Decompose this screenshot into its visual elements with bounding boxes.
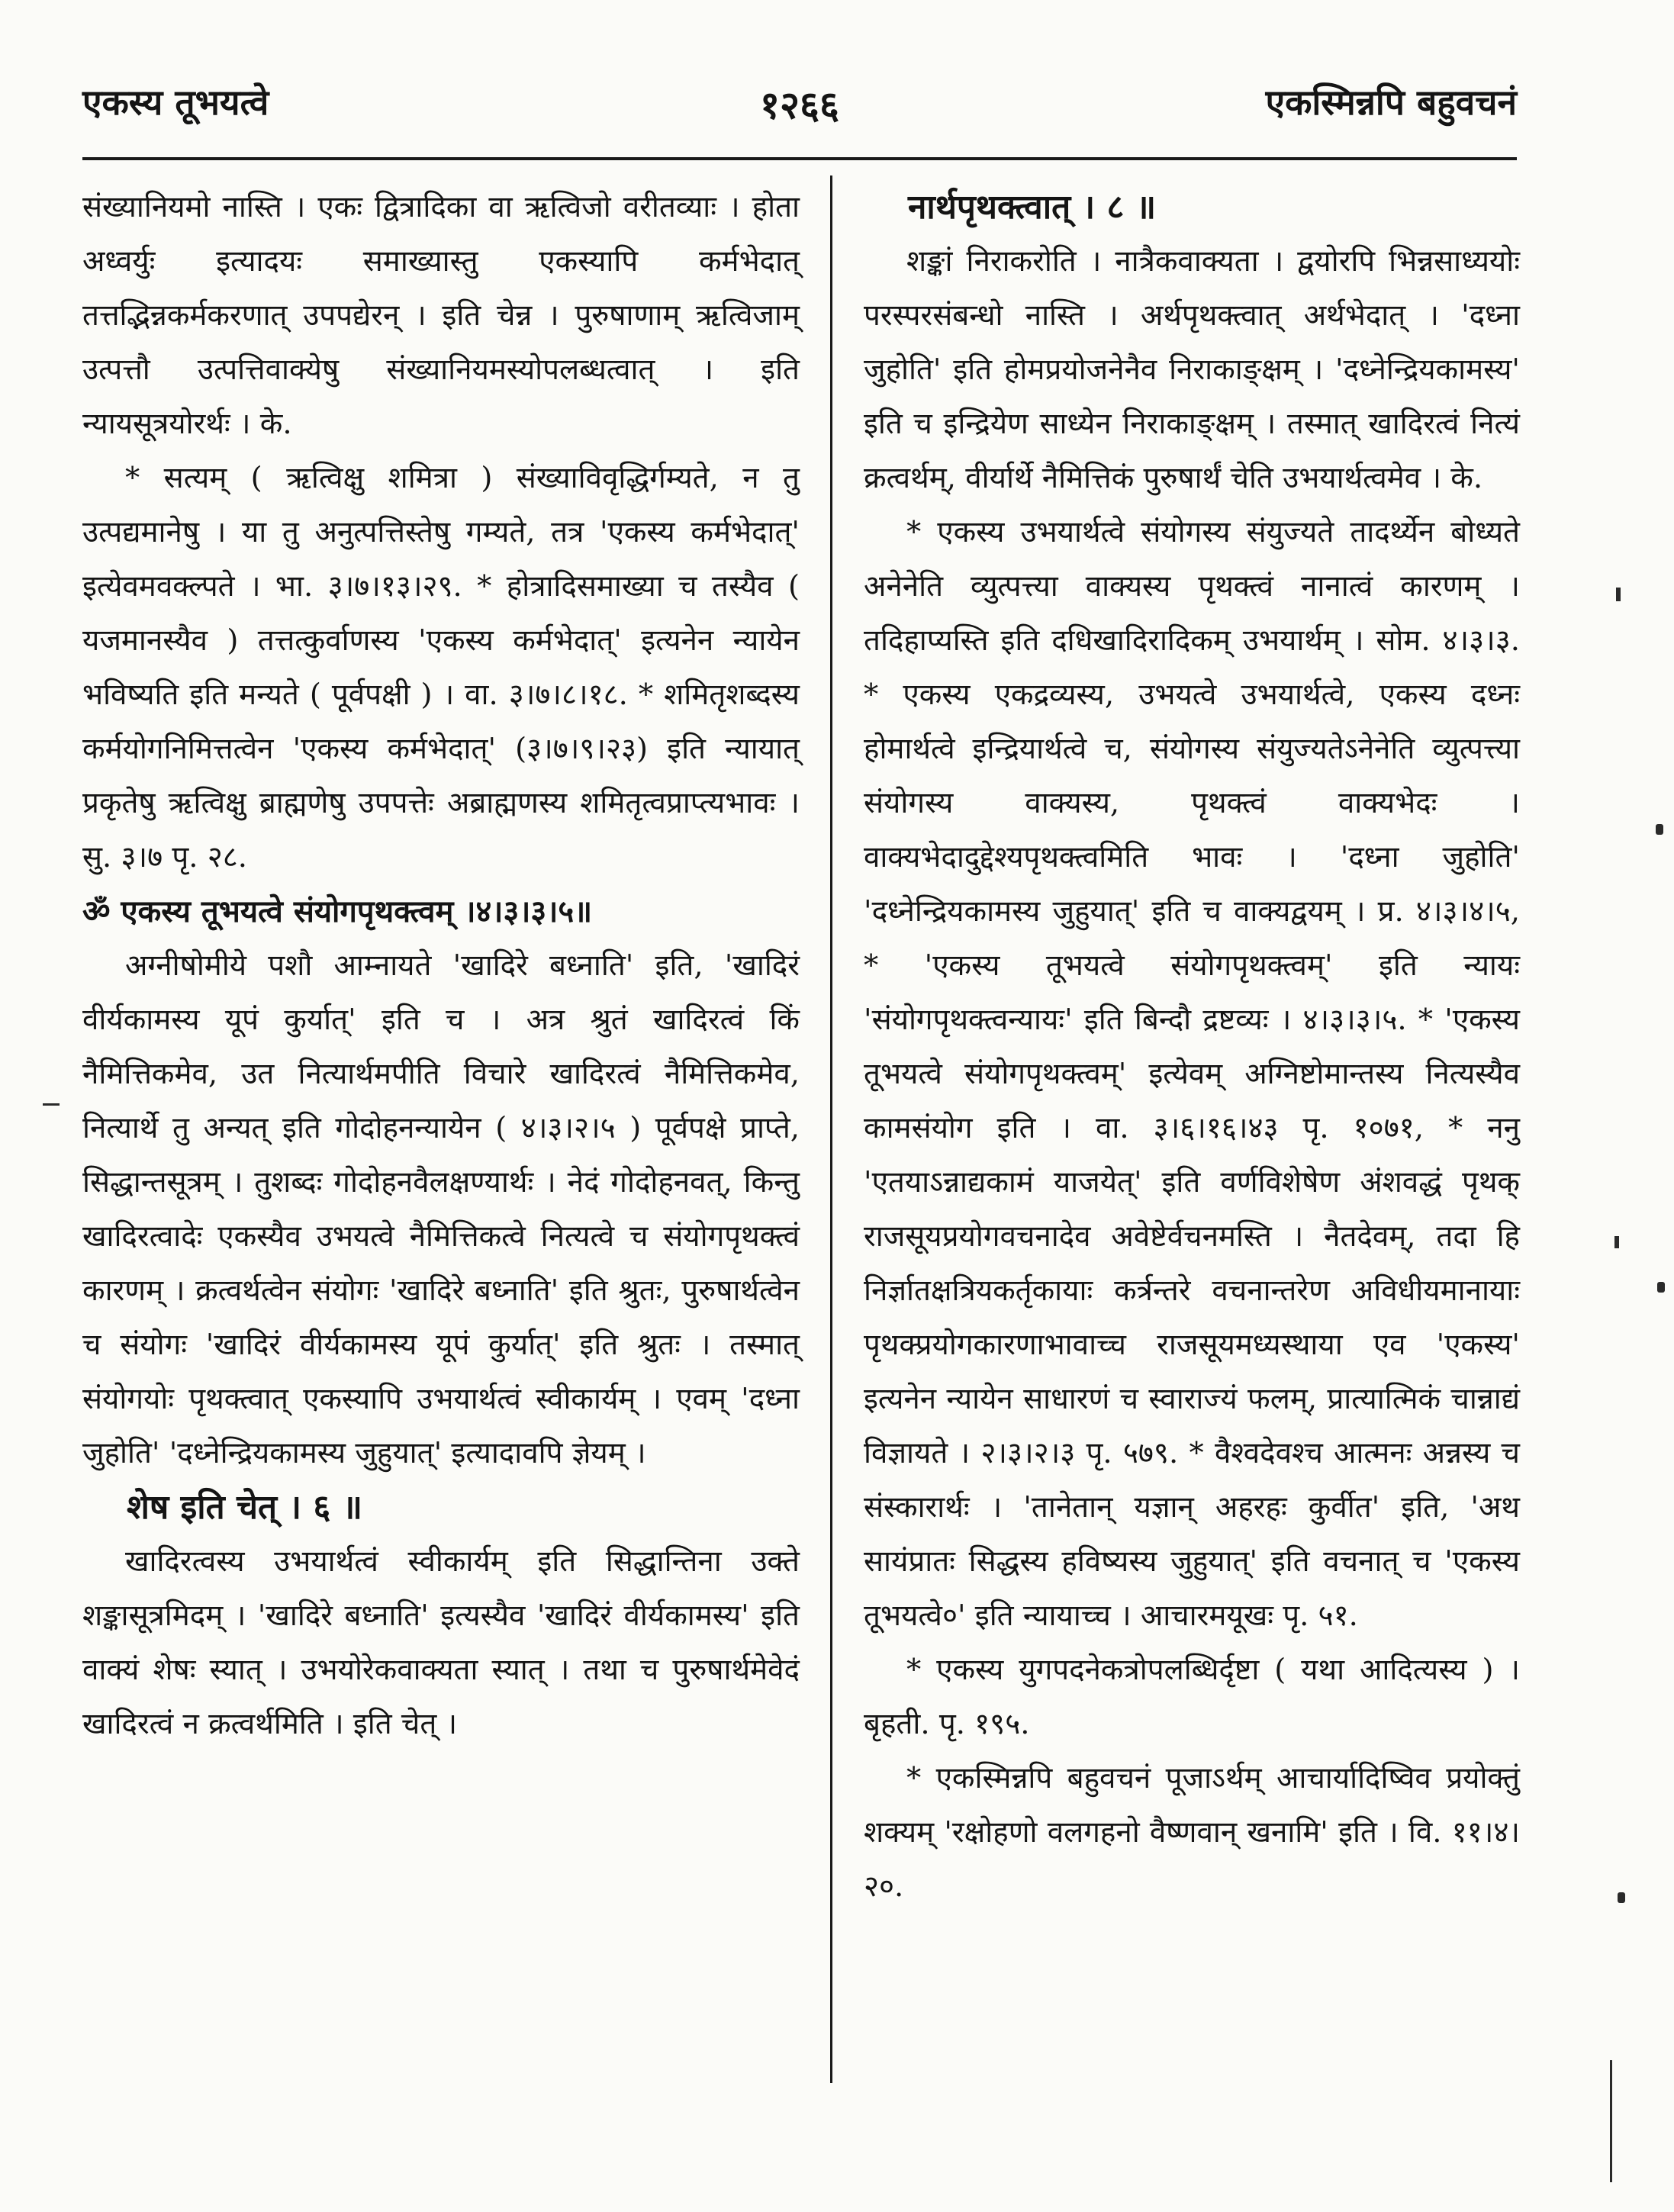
left-column bbox=[82, 180, 800, 1751]
left-sutra-6: शेष इति चेत् । ६ ॥ bbox=[127, 1488, 362, 1527]
right-paragraph-2: * एकस्य उभयार्थत्वे संयोगस्य संयुज्यते तादर्थ्येन बोध्यते अनेनेति व्युत्पत्त्या वाक्यस्य पृथक्त्वं नानात्वं कारणम् । तदिहाप्यस्ति इति दधिखादिरादिकम् उभयार्थम् । सोम. ४।३।३. * एकस्य एकद्रव्यस्य, उभयत्वे उभयार्थत्वे, एकस्य दध्नः होमार्थत्वे इन्द्रियार्थत्वे च, संयोगस्य संयुज्यतेऽनेनेति व्युत्पत्त्या संयोगस्य वाक्यस्य, पृथक्त्वं वाक्यभेदः । वाक्यभेदादुद्देश्यपृथक्त्वमिति भावः । 'दध्ना जुहोति' 'दध्नेन्द्रियकामस्य जुहुयात्' इति च वाक्यद्वयम् । प्र. ४।३।४।५, * 'एकस्य तूभयत्वे संयोगपृथक्त्वम्' इति न्यायः 'संयोगपृथक्त्वन्यायः' इति बिन्दौ द्रष्टव्यः । ४।३।३।५. * 'एकस्य तूभयत्वे संयोगपृथक्त्वम्' इत्येवम् अग्निष्टोमान्तस्य नित्यस्यैव कामसंयोग इति । वा. ३।६।१६।४३ पृ. १०७१, * ननु 'एतयाऽन्नाद्यकामं याजयेत्' इति वर्णविशेषेण अंशवद्धं पृथक् राजसूयप्रयोगवचनादेव अवेष्टेर्वचनमस्ति । नैतदेवम्, तदा हि निर्ज्ञातक्षत्रियकर्तृकायाः कर्त्रन्तरे वचनान्तरेण अविधीयमानायाः पृथक्प्रयोगकारणाभावाच्च राजसूयमध्यस्थाया एव 'एकस्य' इत्यनेन न्यायेन साधारणं च स्वाराज्यं फलम्, प्रात्यात्मिकं चान्नाद्यं विज्ञायते । २।३।२।३ पृ. ५७९. * वैश्वदेवश्च आत्मनः अन्नस्य च संस्कारार्थः । 'तानेतान् यज्ञान् अहरहः कुर्वीत' इति, 'अथ सायंप्रातः सिद्धस्य हविष्यस्य जुहुयात्' इति वचनात् च 'एकस्य तूभयत्वे०' इति न्यायाच्च । आचारमयूखः पृ. ५१. bbox=[864, 515, 1520, 1633]
left-paragraph-4: खादिरत्वस्य उभयार्थत्वं स्वीकार्यम् इति सिद्धान्तिना उक्ते शङ्कासूत्रमिदम् । 'खादिरे बध्नाति' इत्यस्यैव 'खादिरं वीर्यकामस्य' इति वाक्यं शेषः स्यात् । उभयोरेकवाक्यता स्यात् । तथा च पुरुषार्थमेवेदं खादिरत्वं न क्रत्वर्थमिति । इति चेत् । bbox=[82, 1544, 800, 1741]
right-sutra-8: नार्थपृथक्त्वात् । ८ ॥ bbox=[908, 188, 1157, 227]
left-paragraph-2: * सत्यम् ( ऋत्विक्षु शमित्रा ) संख्याविवृद्धिर्गम्यते, न तु उत्पद्यमानेषु । या तु अनुत्पत्तिस्तेषु गम्यते, तत्र 'एकस्य कर्मभेदात्' इत्येवमवक्ल्पते । भा. ३।७।१३।२९. * होत्रादिसमाख्या च तस्यैव ( यजमानस्यैव ) तत्तत्कुर्वाणस्य 'एकस्य कर्मभेदात्' इत्यनेन न्यायेन भविष्यति इति मन्यते ( पूर्वपक्षी ) । वा. ३।७।८।१८. * शमितृशब्दस्य कर्मयोगनिमित्तत्वेन 'एकस्य कर्मभेदात्' (३।७।९।२३) इति न्यायात् प्रकृतेषु ऋत्विक्षु ब्राह्मणेषु उपपत्तेः अब्राह्मणस्य शमितृत्वप्राप्त्यभावः । सु. ३।७ पृ. २८. bbox=[82, 461, 800, 874]
column-divider bbox=[830, 175, 832, 2083]
margin-mark bbox=[43, 1103, 60, 1106]
margin-dot bbox=[1656, 824, 1663, 835]
running-head-left: एकस्य तूभयत्वे bbox=[82, 82, 269, 123]
margin-mark bbox=[1614, 1236, 1619, 1248]
right-paragraph-1: शङ्कां निराकरोति । नात्रैकवाक्यता । द्वयोरपि भिन्नसाध्ययोः परस्परसंबन्धो नास्ति । अर्थपृथक्त्वात् अर्थभेदात् । 'दध्ना जुहोति' इति होमप्रयोजनेनैव निराकाङ्क्षम् । 'दध्नेन्द्रियकामस्य' इति च इन्द्रियेण साध्येन निराकाङ्क्षम् । तस्मात् खादिरत्वं नित्यं क्रत्वर्थम्, वीर्यार्थे नैमित्तिकं पुरुषार्थं चेति उभयार्थत्वमेव । के. bbox=[864, 244, 1520, 495]
margin-dot bbox=[1618, 1892, 1625, 1903]
running-head-right: एकस्मिन्नपि बहुवचनं bbox=[1265, 82, 1517, 123]
margin-mark bbox=[1616, 588, 1621, 601]
left-paragraph-3: अग्नीषोमीये पशौ आम्नायते 'खादिरे बध्नाति' इति, 'खादिरं वीर्यकामस्य यूपं कुर्यात्' इति च । अत्र श्रुतं खादिरत्वं किं नैमित्तिकमेव, उत नित्यार्थमपीति विचारे खादिरत्वं नैमित्तिकमेव, नित्यार्थे तु अन्यत् इति गोदोहनन्यायेन ( ४।३।२।५ ) पूर्वपक्षे प्राप्ते, सिद्धान्तसूत्रम् । तुशब्दः गोदोहनवैलक्षण्यार्थः । नेदं गोदोहनवत्, किन्तु खादिरत्वादेः एकस्यैव उभयत्वे नैमित्तिकत्वे नित्यत्वे च संयोगपृथक्त्वं कारणम् । क्रत्वर्थत्वेन संयोगः 'खादिरे बध्नाति' इति श्रुतः, पुरुषार्थत्वेन च संयोगः 'खादिरं वीर्यकामस्य यूपं कुर्यात्' इति श्रुतः । तस्मात् संयोगयोः पृथक्त्वात् एकस्यापि उभयार्थत्वं स्वीकार्यम् । एवम् 'दध्ना जुहोति' 'दध्नेन्द्रियकामस्य जुहुयात्' इत्यादावपि ज्ञेयम् । bbox=[82, 948, 800, 1470]
right-paragraph-3: * एकस्य युगपदनेकत्रोपलब्धिर्दृष्टा ( यथा आदित्यस्य ) । बृहती. पृ. १९५. bbox=[864, 1653, 1520, 1741]
margin-dot bbox=[1657, 1282, 1665, 1293]
header-rule bbox=[82, 157, 1517, 160]
right-column bbox=[864, 180, 1520, 1914]
margin-mark bbox=[1610, 2060, 1612, 2182]
right-paragraph-4: * एकस्मिन्नपि बहुवचनं पूजाऽर्थम् आचार्यादिष्विव प्रयोक्तुं शक्यम् 'रक्षोहणो वलगहनो वैष्णवान् खनामि' इति । वि. ११।४।२०. bbox=[864, 1761, 1520, 1904]
page-number: १२६६ bbox=[760, 83, 839, 127]
page-header bbox=[82, 70, 1517, 139]
left-paragraph-1: संख्यानियमो नास्ति । एकः द्वित्रादिका वा ऋत्विजो वरीतव्याः । होता अध्वर्युः इत्यादयः समाख्यास्तु एकस्यापि कर्मभेदात् तत्तद्भिन्नकर्मकरणात् उपपद्येरन् । इति चेन्न । पुरुषाणाम् ऋत्विजाम् उत्पत्तौ उत्पत्तिवाक्येषु संख्यानियमस्योपलब्धत्वात् । इति न्यायसूत्रयोरर्थः । के. bbox=[82, 190, 800, 441]
left-sutra-heading: ॐ एकस्य तूभयत्वे संयोगपृथक्त्वम् ।४।३।३।५॥ bbox=[82, 893, 593, 929]
